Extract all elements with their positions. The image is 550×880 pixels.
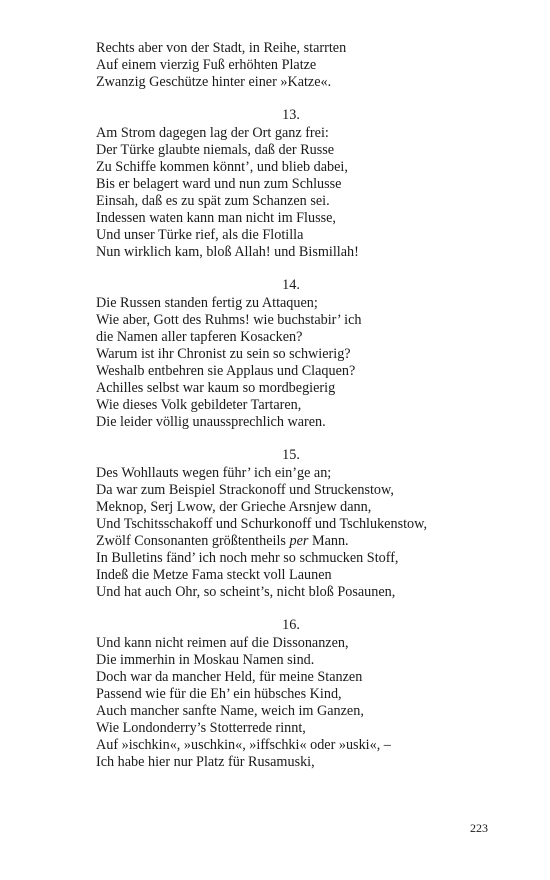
stanza-number: 13.: [282, 107, 300, 123]
verse-line: Ich habe hier nur Platz für Rusamuski,: [96, 754, 315, 770]
verse-line: Achilles selbst war kaum so mordbegierig: [96, 380, 336, 396]
verse-line: Indessen waten kann man nicht im Flusse,: [96, 210, 336, 226]
verse-line: Des Wohllauts wegen führ’ ich ein’ge an;: [96, 465, 332, 481]
verse-line: Wie dieses Volk gebildeter Tartaren,: [96, 397, 302, 413]
stanza: [96, 617, 496, 771]
verse-line: Wie Londonderry’s Stotterrede rinnt,: [96, 720, 306, 736]
verse-line: Nun wirklich kam, bloß Allah! und Bismillah!: [96, 244, 359, 260]
verse-line: Auf »ischkin«, »uschkin«, »iffschki« oder »uski«, –: [96, 737, 391, 753]
verse-line: Auf einem vierzig Fuß erhöhten Platze: [96, 57, 317, 73]
verse-line: Zwölf Consonanten größtentheils per Mann.: [96, 533, 349, 549]
page-number: 223: [470, 821, 488, 835]
verse-line: Warum ist ihr Chronist zu sein so schwierig?: [96, 346, 351, 362]
verse-line: Doch war da mancher Held, für meine Stanzen: [96, 669, 363, 685]
verse-line: Indeß die Metze Fama steckt voll Launen: [96, 567, 332, 583]
verse-line: Zwanzig Geschütze hinter einer »Katze«.: [96, 74, 332, 90]
verse-line: Und kann nicht reimen auf die Dissonanzen,: [96, 635, 349, 651]
verse-line: Zu Schiffe kommen könnt’, und blieb dabei,: [96, 159, 348, 175]
verse-line: Die leider völlig unaussprechlich waren.: [96, 414, 326, 430]
poem-body: [96, 40, 496, 787]
emphasis: per: [289, 533, 309, 549]
stanza: [96, 107, 496, 261]
verse-line: Meknop, Serj Lwow, der Grieche Arsnjew dann,: [96, 499, 372, 515]
verse-line: Da war zum Beispiel Strackonoff und Struckenstow,: [96, 482, 394, 498]
stanza-number: 15.: [282, 447, 300, 463]
verse-line: Und unser Türke rief, als die Flotilla: [96, 227, 304, 243]
verse-line: Weshalb entbehren sie Applaus und Claquen?: [96, 363, 356, 379]
verse-line: Auch mancher sanfte Name, weich im Ganzen,: [96, 703, 364, 719]
verse-line: Die immerhin in Moskau Namen sind.: [96, 652, 315, 668]
verse-line: Am Strom dagegen lag der Ort ganz frei:: [96, 125, 329, 141]
verse-line: Der Türke glaubte niemals, daß der Russe: [96, 142, 335, 158]
stanza-number: 14.: [282, 277, 300, 293]
verse-line: Wie aber, Gott des Ruhms! wie buchstabir’ ich: [96, 312, 362, 328]
verse-line: Einsah, daß es zu spät zum Schanzen sei.: [96, 193, 330, 209]
stanza: [96, 447, 496, 601]
verse-line: Und hat auch Ohr, so scheint’s, nicht bloß Posaunen,: [96, 584, 396, 600]
verse-line: Die Russen standen fertig zu Attaquen;: [96, 295, 318, 311]
verse-line: In Bulletins fänd’ ich noch mehr so schmucken Stoff,: [96, 550, 399, 566]
verse-line: Bis er belagert ward und nun zum Schlusse: [96, 176, 342, 192]
verse-line: die Namen aller tapferen Kosacken?: [96, 329, 303, 345]
stanza: [96, 40, 496, 91]
verse-line: Und Tschitsschakoff und Schurkonoff und Tschlukenstow,: [96, 516, 427, 532]
verse-line: Passend wie für die Eh’ ein hübsches Kind,: [96, 686, 342, 702]
verse-line: Rechts aber von der Stadt, in Reihe, starrten: [96, 40, 347, 56]
stanza: [96, 277, 496, 431]
stanza-number: 16.: [282, 617, 300, 633]
